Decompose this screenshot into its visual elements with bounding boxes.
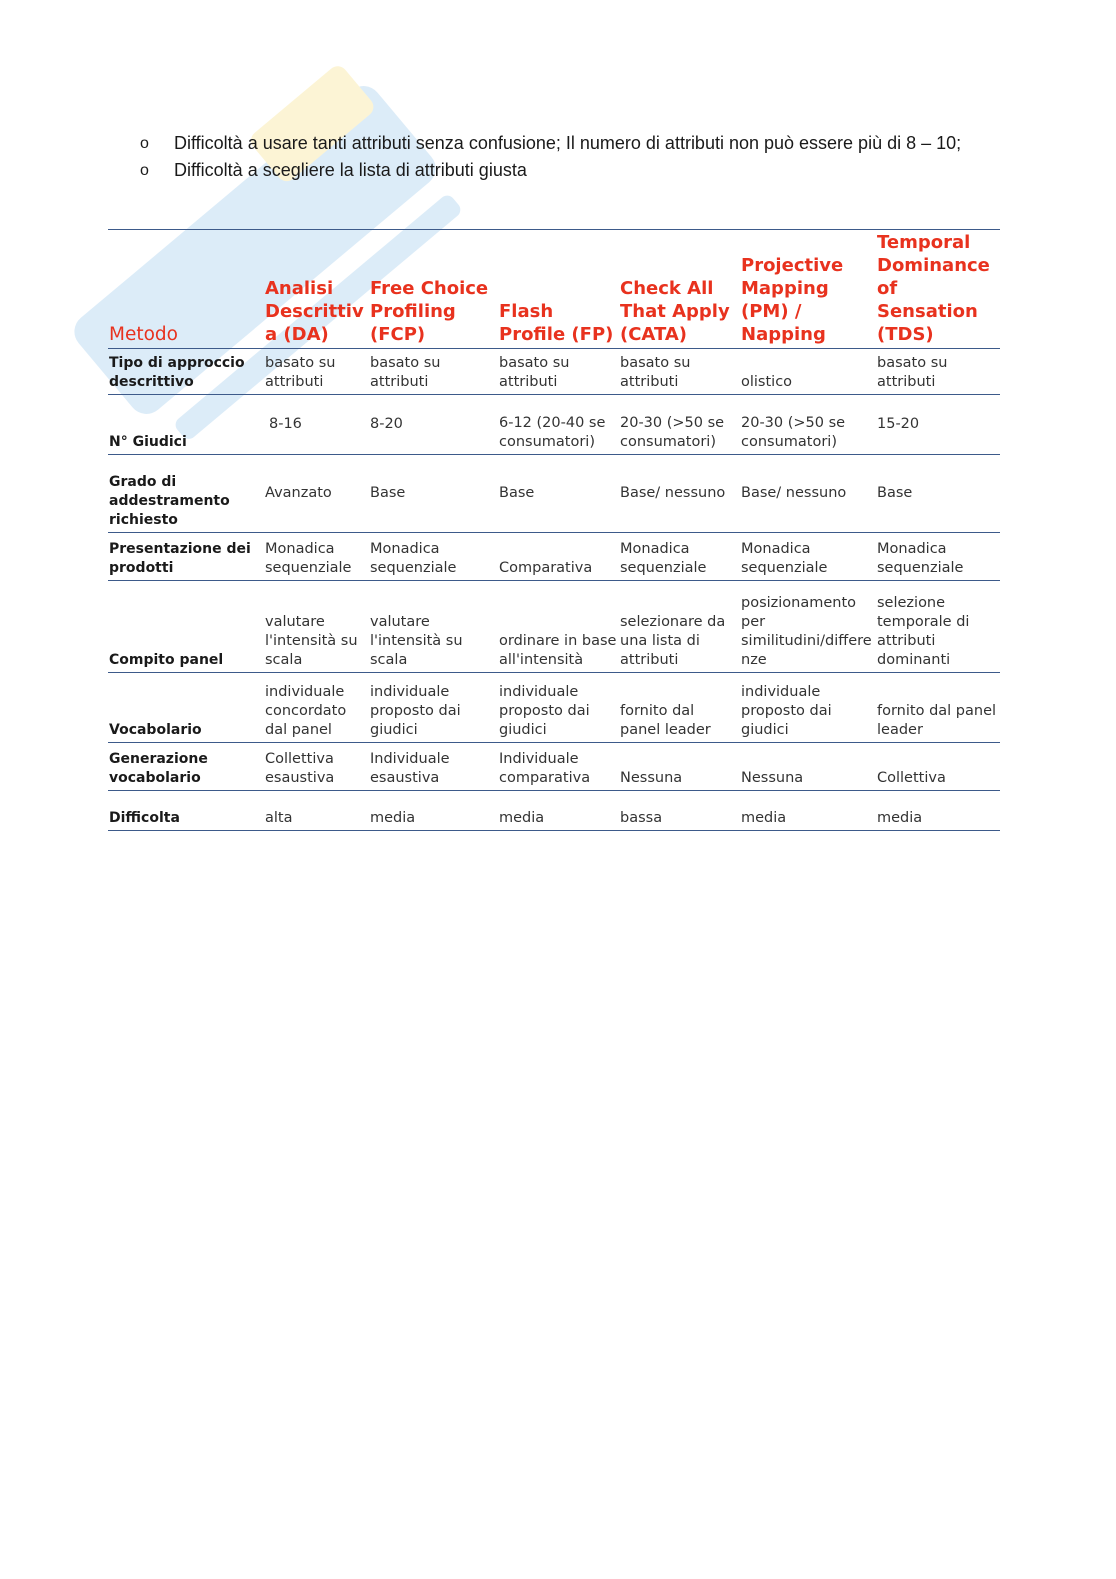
table-cell: ordinare in base all'intensità [498,581,619,673]
table-row [108,349,1000,395]
header-cell-cata: Check All That Apply (CATA) [619,230,740,349]
table-cell: Monadica sequenziale [619,533,740,581]
table-cell: Monadica sequenziale [264,533,369,581]
row-label: Grado di addestramento richiesto [108,455,264,533]
header-cell-pm: Projective Mapping (PM) / Napping [740,230,876,349]
bullet-list [140,130,1000,184]
table-header-row [108,230,1000,349]
table-cell: olistico [740,349,876,395]
table-cell: Collettiva [876,743,1000,791]
header-cell-fcp: Free Choice Profiling (FCP) [369,230,498,349]
table-row [108,581,1000,673]
bullet-item [140,157,1000,184]
table-cell: Base [369,455,498,533]
table-cell: Comparativa [498,533,619,581]
table-cell: 20-30 (>50 se consumatori) [740,395,876,455]
table-cell: media [740,791,876,831]
header-cell-da: Analisi Descrittiva (DA) [264,230,369,349]
bullet-marker: o [140,162,149,179]
bullet-text: Difficoltà a usare tanti attributi senza confusione; Il numero di attributi non può essere più di 8 – 10; [174,133,962,153]
table-row [108,395,1000,455]
table-cell: Collettiva esaustiva [264,743,369,791]
table-cell: Base/ nessuno [619,455,740,533]
row-label: Presentazione dei prodotti [108,533,264,581]
table-cell: basato su attributi [876,349,1000,395]
row-label: N° Giudici [108,395,264,455]
table-cell: Monadica sequenziale [369,533,498,581]
bullet-item [140,130,1000,157]
header-cell-metodo: Metodo [108,230,264,349]
table-row [108,455,1000,533]
methods-table [108,229,1000,831]
table-cell: Monadica sequenziale [740,533,876,581]
table-cell: Nessuna [619,743,740,791]
table-cell: selezione temporale di attributi dominanti [876,581,1000,673]
header-cell-tds: Temporal Dominance of Sensation (TDS) [876,230,1000,349]
table-cell: Nessuna [740,743,876,791]
table-cell: Individuale comparativa [498,743,619,791]
table-cell: 20-30 (>50 se consumatori) [619,395,740,455]
table-cell: individuale proposto dai giudici [498,673,619,743]
table-cell: individuale concordato dal panel [264,673,369,743]
table-cell: selezionare da una lista di attributi [619,581,740,673]
table-cell: basato su attributi [619,349,740,395]
table-cell: fornito dal panel leader [876,673,1000,743]
row-label: Difficolta [108,791,264,831]
bullet-marker: o [140,135,149,152]
table-cell: Individuale esaustiva [369,743,498,791]
table-cell: 6-12 (20-40 se consumatori) [498,395,619,455]
table-cell: Avanzato [264,455,369,533]
table-cell: valutare l'intensità su scala [369,581,498,673]
table-cell: basato su attributi [264,349,369,395]
table-cell: posizionamento per similitudini/differenze [740,581,876,673]
table-row [108,791,1000,831]
table-row [108,673,1000,743]
table-row [108,533,1000,581]
table-cell: 8-20 [369,395,498,455]
table-cell: individuale proposto dai giudici [369,673,498,743]
row-label: Generazione vocabolario [108,743,264,791]
table-cell: basato su attributi [498,349,619,395]
table-cell: Base [876,455,1000,533]
table-cell: 15-20 [876,395,1000,455]
table-cell: media [876,791,1000,831]
row-label: Tipo di approccio descrittivo [108,349,264,395]
table-cell: Monadica sequenziale [876,533,1000,581]
header-cell-fp: Flash Profile (FP) [498,230,619,349]
row-label: Compito panel [108,581,264,673]
table-cell: media [369,791,498,831]
table-cell: valutare l'intensità su scala [264,581,369,673]
table-cell: individuale proposto dai giudici [740,673,876,743]
bullet-text: Difficoltà a scegliere la lista di attributi giusta [174,160,527,180]
table-cell: basato su attributi [369,349,498,395]
table-cell: media [498,791,619,831]
table-cell: 8-16 [264,395,369,455]
table-cell: alta [264,791,369,831]
table-row [108,743,1000,791]
table-cell: Base/ nessuno [740,455,876,533]
table-cell: fornito dal panel leader [619,673,740,743]
table-cell: bassa [619,791,740,831]
table-cell: Base [498,455,619,533]
row-label: Vocabolario [108,673,264,743]
